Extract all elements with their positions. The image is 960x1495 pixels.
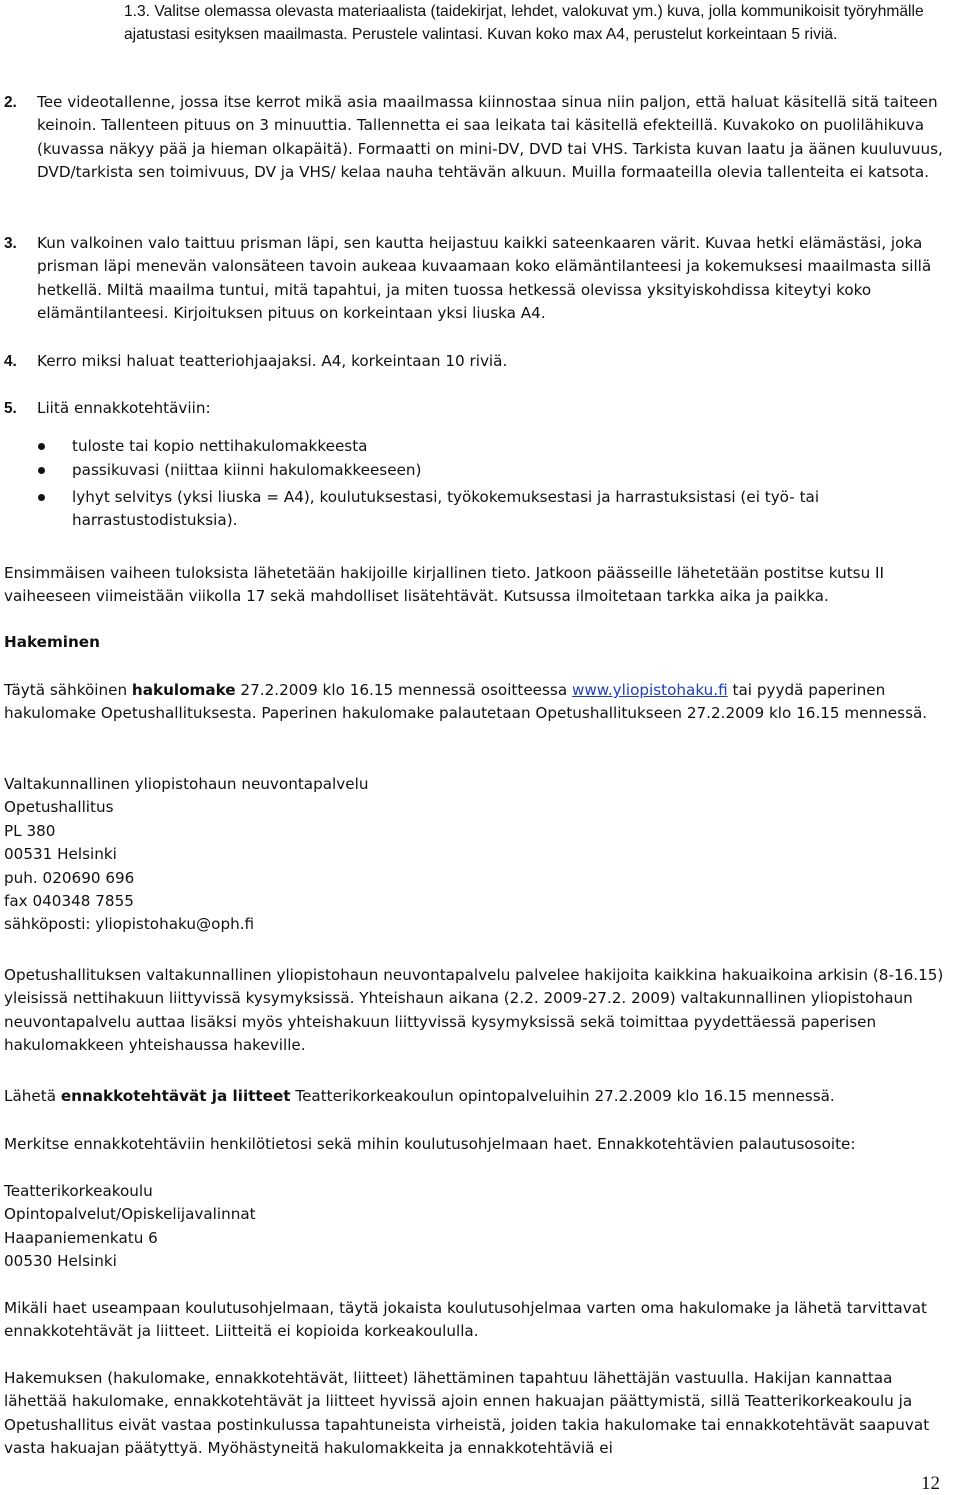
address-line: Opintopalvelut/Opiskelijavalinnat (4, 1205, 256, 1224)
bullet-item: lyhyt selvitys (yksi liuska = A4), koulutuksestasi, työkokemuksestasi ja harrastuksistasi (ei työ- tai harrastustodistuksia). (72, 488, 820, 530)
address-line: Teatterikorkeakoulu (4, 1182, 153, 1200)
send-text-b: Teatterikorkeakoulun opintopalveluihin 27.2.2009 klo 16.15 mennessä. (290, 1087, 835, 1105)
item-1-3-text: 1.3. Valitse olemassa olevasta materiaalista (taidekirjat, lehdet, valokuvat ym.) kuva, jolla kommunikoisit työryhmälle ajatustasi esityksen maailmasta. Perustele valintasi. Kuvan koko max A4, perustelut korkeintaan 5 riviä. (124, 3, 924, 44)
item-5-text: Liitä ennakkotehtäviin: (37, 399, 211, 417)
oph-contact-block (4, 773, 959, 937)
hakeminen-paragraph (4, 679, 959, 726)
contact-line: puh. 020690 696 (4, 868, 135, 887)
item-3-number: 3. (4, 235, 17, 252)
multi-program-paragraph: Mikäli haet useampaan koulutusohjelmaan, täytä jokaista koulutusohjelmaa varten oma hakulomake ja lähetä tarvittavat ennakkotehtävät ja liitteet. Liitteitä ei kopioida korkeakoululla. (4, 1299, 927, 1341)
hakulomake-bold: hakulomake (131, 681, 236, 699)
bullet-item: passikuvasi (niittaa kiinni hakulomakkeeseen) (72, 461, 422, 479)
bullet-dot (38, 443, 45, 450)
send-bold: ennakkotehtävät ja liitteet (60, 1087, 291, 1105)
item-2-text: Tee videotallenne, jossa itse kerrot mikä asia maailmassa kiinnostaa sinua niin paljon, että haluat käsitellä sitä taiteen keinoin. Tallenteen pituus on 3 minuuttia. Tallennetta ei saa leikata tai käsitellä efekteillä. Kuvakoko on puolilähikuva (kuvassa näkyy pää ja hieman olkapäitä). Formaatti on mini-DV, DVD tai VHS. Tarkista kuvan laatu ja äänen kuuluvuus, DVD/tarkista sen toimivuus, DV ja VHS/ kelaa nauha tehtävän alkuun. Muilla formaateilla olevia tallenteita ei katsota. (37, 93, 943, 182)
item-5-number: 5. (4, 400, 17, 417)
item-2-number: 2. (4, 94, 17, 111)
bullet-item: tuloste tai kopio nettihakulomakkeesta (72, 437, 368, 455)
page-number: 12 (921, 1473, 940, 1494)
contact-line: sähköposti: yliopistohaku@oph.fi (4, 915, 255, 934)
send-paragraph (4, 1085, 959, 1108)
contact-line: Valtakunnallinen yliopistohaun neuvontapalvelu (4, 775, 369, 793)
teak-address-block (4, 1180, 959, 1274)
hakeminen-text-b: 27.2.2009 klo 16.15 mennessä osoitteessa (235, 681, 572, 699)
contact-line: Opetushallitus (4, 798, 114, 817)
address-line: 00530 Helsinki (4, 1252, 117, 1271)
hakeminen-heading: Hakeminen (4, 633, 100, 651)
hakeminen-text-c: tai pyydä paperinen hakulomake Opetushallituksesta. Paperinen hakulomake palautetaan Opetushallitukseen 27.2.2009 klo 16.15 mennessä. (4, 681, 928, 723)
item-3-text: Kun valkoinen valo taittuu prisman läpi, sen kautta heijastuu kaikki sateenkaaren värit. Kuvaa hetki elämästäsi, joka prisman läpi menevän valonsäteen tavoin aukeaa kuvaamaan koko elämäntilanteesi ja kokemuksesi maailmasta sillä hetkellä. Miltä maailma tuntui, mitä tapahtui, ja miten tuossa hetkessä olevissa yksityiskohdissa kiteytyi koko elämäntilanteesi. Kirjoituksen pituus on korkeintaan yksi liuska A4. (37, 234, 932, 323)
mark-paragraph: Merkitse ennakkotehtäviin henkilötietosi sekä mihin koulutusohjelmaan haet. Ennakkotehtävien palautusosoite: (4, 1135, 856, 1153)
item-4-text: Kerro miksi haluat teatteriohjaajaksi. A4, korkeintaan 10 riviä. (37, 352, 508, 370)
yliopistohaku-link[interactable]: www.yliopistohaku.fi (571, 681, 728, 699)
bullet-dot (38, 467, 45, 474)
send-text-a: Lähetä (4, 1087, 61, 1105)
item-4-number: 4. (4, 353, 17, 370)
responsibility-paragraph: Hakemuksen (hakulomake, ennakkotehtävät, liitteet) lähettäminen tapahtuu lähettäjän vastuulla. Hakijan kannattaa lähettää hakulomake, ennakkotehtävät ja liitteet hyvissä ajoin ennen hakuajan päättymistä, sillä Teatterikorkeakoulu ja Opetushallitus eivät vastaa postinkulussa tapahtuneista virheistä, joiden takia hakulomake tai ennakkotehtävät saapuvat vasta hakuajan päätyttyä. Myöhästyneitä hakulomakkeita ja ennakkotehtäviä ei (4, 1369, 930, 1458)
results-paragraph: Ensimmäisen vaiheen tuloksista lähetetään hakijoille kirjallinen tieto. Jatkoon päässeille lähetetään postitse kutsu II vaiheeseen viimeistään viikolla 17 sekä mahdolliset lisätehtävät. Kutsussa ilmoitetaan tarkka aika ja paikka. (4, 564, 884, 606)
contact-line: PL 380 (4, 821, 56, 840)
service-paragraph: Opetushallituksen valtakunnallinen yliopistohaun neuvontapalvelu palvelee hakijoita kaikkina hakuaikoina arkisin (8-16.15) yleisissä nettihakuun liittyvissä kysymyksissä. Yhteishaun aikana (2.2. 2009-27.2. 2009) valtakunnallinen yliopistohaun neuvontapalvelu auttaa lisäksi myös yhteishakuun liittyvissä kysymyksissä sekä toimittaa pyydettäessä paperisen hakulomakkeen yhteishaussa hakeville. (4, 966, 944, 1055)
hakeminen-text-a: Täytä sähköinen (4, 681, 132, 699)
contact-line: fax 040348 7855 (4, 892, 134, 911)
contact-line: 00531 Helsinki (4, 845, 117, 864)
address-line: Haapaniemenkatu 6 (4, 1228, 158, 1247)
bullet-dot (38, 494, 45, 501)
